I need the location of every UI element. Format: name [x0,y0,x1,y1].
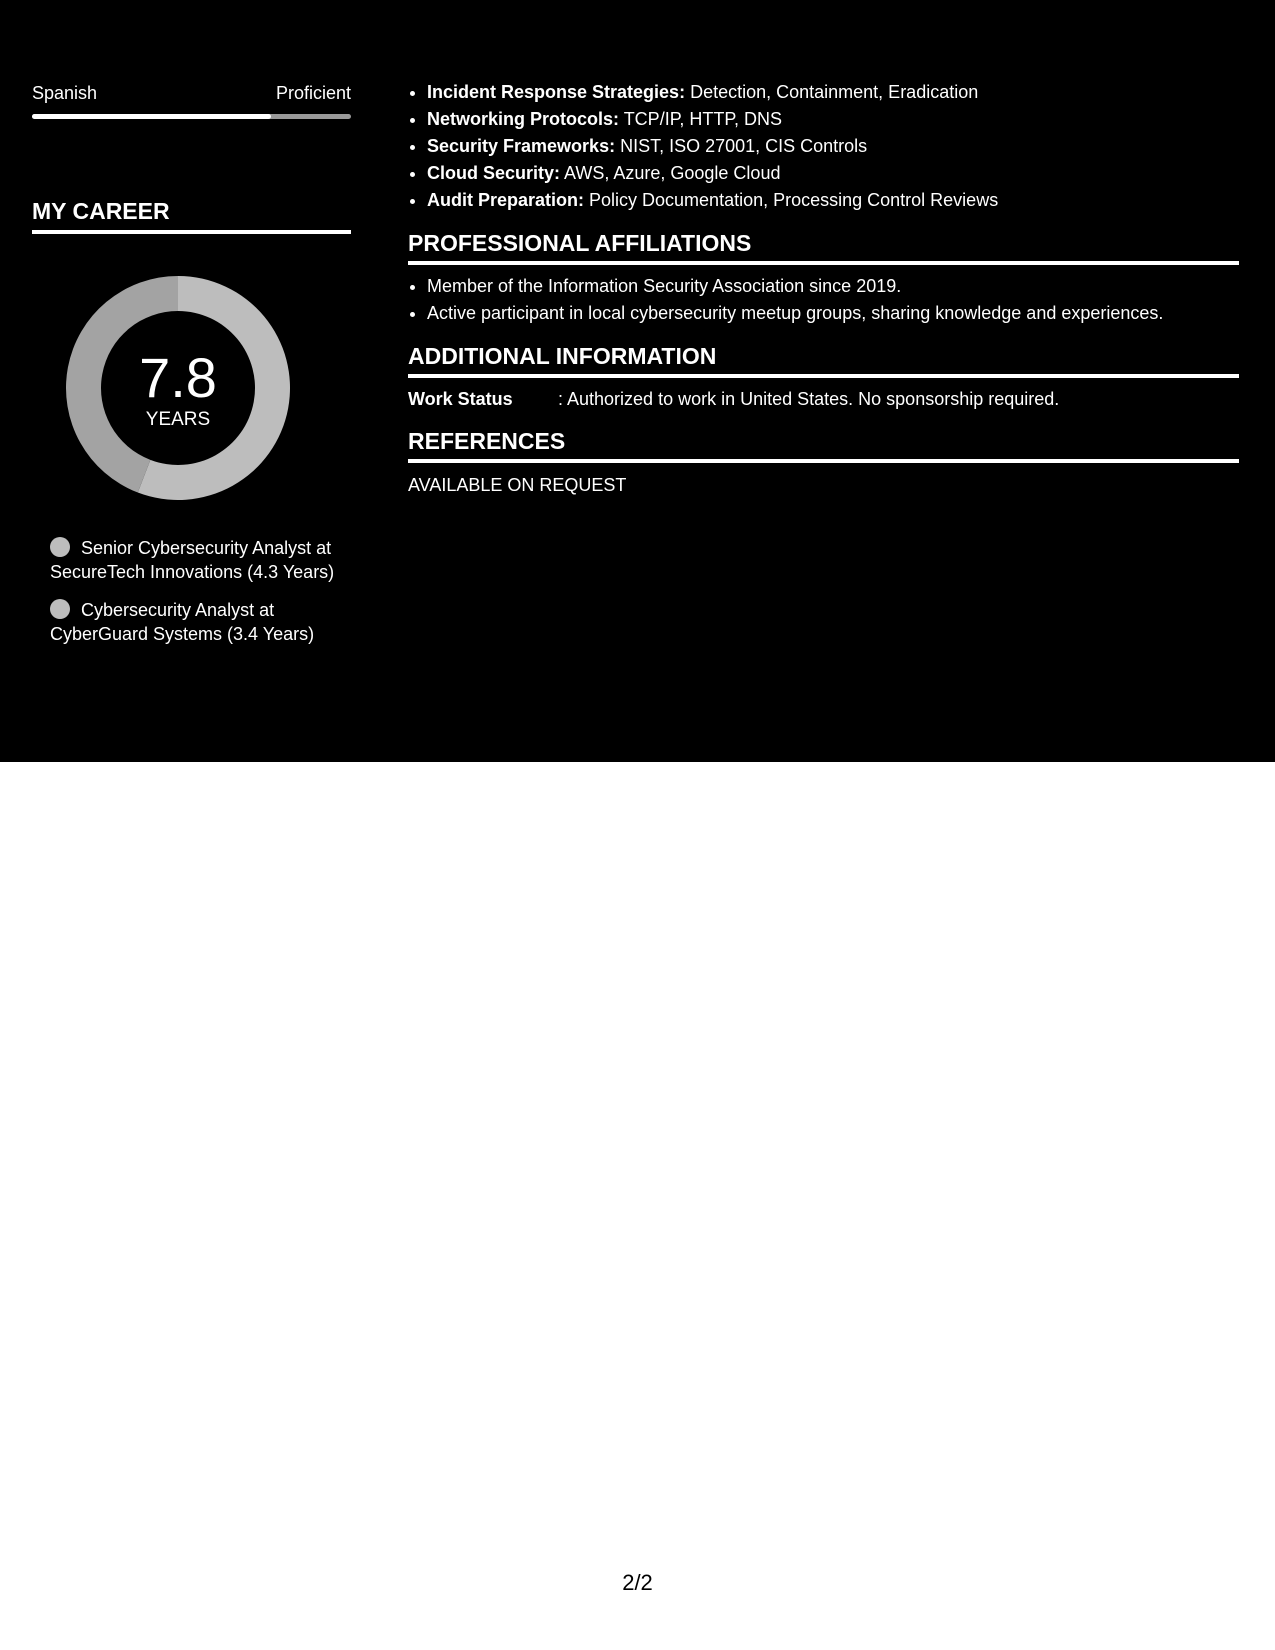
career-donut-chart [66,276,290,500]
skill-detail: NIST, ISO 27001, CIS Controls [615,136,868,156]
skill-detail: Detection, Containment, Eradication [685,82,979,102]
career-total-value: 7.8 [139,346,217,409]
work-status-row [408,386,1239,412]
skill-name: Cloud Security: [427,163,561,183]
skill-name: Incident Response Strategies: [427,82,686,102]
left-column [32,80,351,644]
affiliation-item: • Member of the Information Security Association since 2019. [427,273,1239,300]
career-item-text: Cybersecurity Analyst at CyberGuard Systems (3.4 Years) [50,600,315,644]
bullet-dot-icon [50,599,70,619]
skill-item [427,133,1239,160]
language-name: Spanish [32,83,98,103]
page-number: 2/2 [622,1570,653,1595]
references-text: AVAILABLE ON REQUEST [408,475,627,495]
skill-detail: Policy Documentation, Processing Control Reviews [584,190,999,210]
language-level: Proficient [275,83,351,103]
work-status-value: : Authorized to work in United States. No sponsorship required. [558,389,1060,409]
career-item-text: Senior Cybersecurity Analyst at SecureTech Innovations (4.3 Years) [50,538,335,582]
skill-item [427,160,1239,187]
bullet-dot-icon [50,537,70,557]
language-proficiency-fill [32,114,271,119]
affiliations-heading: PROFESSIONAL AFFILIATIONS [408,228,1239,265]
work-status-label: Work Status [408,389,513,409]
donut-center-label [66,276,290,500]
skill-detail: TCP/IP, HTTP, DNS [619,109,783,129]
skill-name: Networking Protocols: [427,109,620,129]
skill-item [427,187,1239,214]
career-list [50,536,340,660]
resume-page-dark-panel [0,0,1275,762]
language-row [32,80,351,106]
skill-detail: AWS, Azure, Google Cloud [560,163,781,183]
career-item [50,598,340,646]
skills-list [408,79,1239,214]
right-column [408,79,1239,498]
affiliations-list [408,273,1239,327]
career-total-unit: YEARS [145,409,211,430]
references-heading: REFERENCES [408,426,1239,463]
additional-info-heading: ADDITIONAL INFORMATION [408,341,1239,378]
skill-item [427,79,1239,106]
skill-name: Audit Preparation: [427,190,585,210]
career-heading: MY CAREER [32,196,351,234]
language-proficiency-bar [32,114,351,119]
career-item [50,536,340,584]
skill-name: Security Frameworks: [427,136,616,156]
affiliation-item: • Active participant in local cybersecurity meetup groups, sharing knowledge and experiences. [427,300,1239,327]
skill-item [427,106,1239,133]
